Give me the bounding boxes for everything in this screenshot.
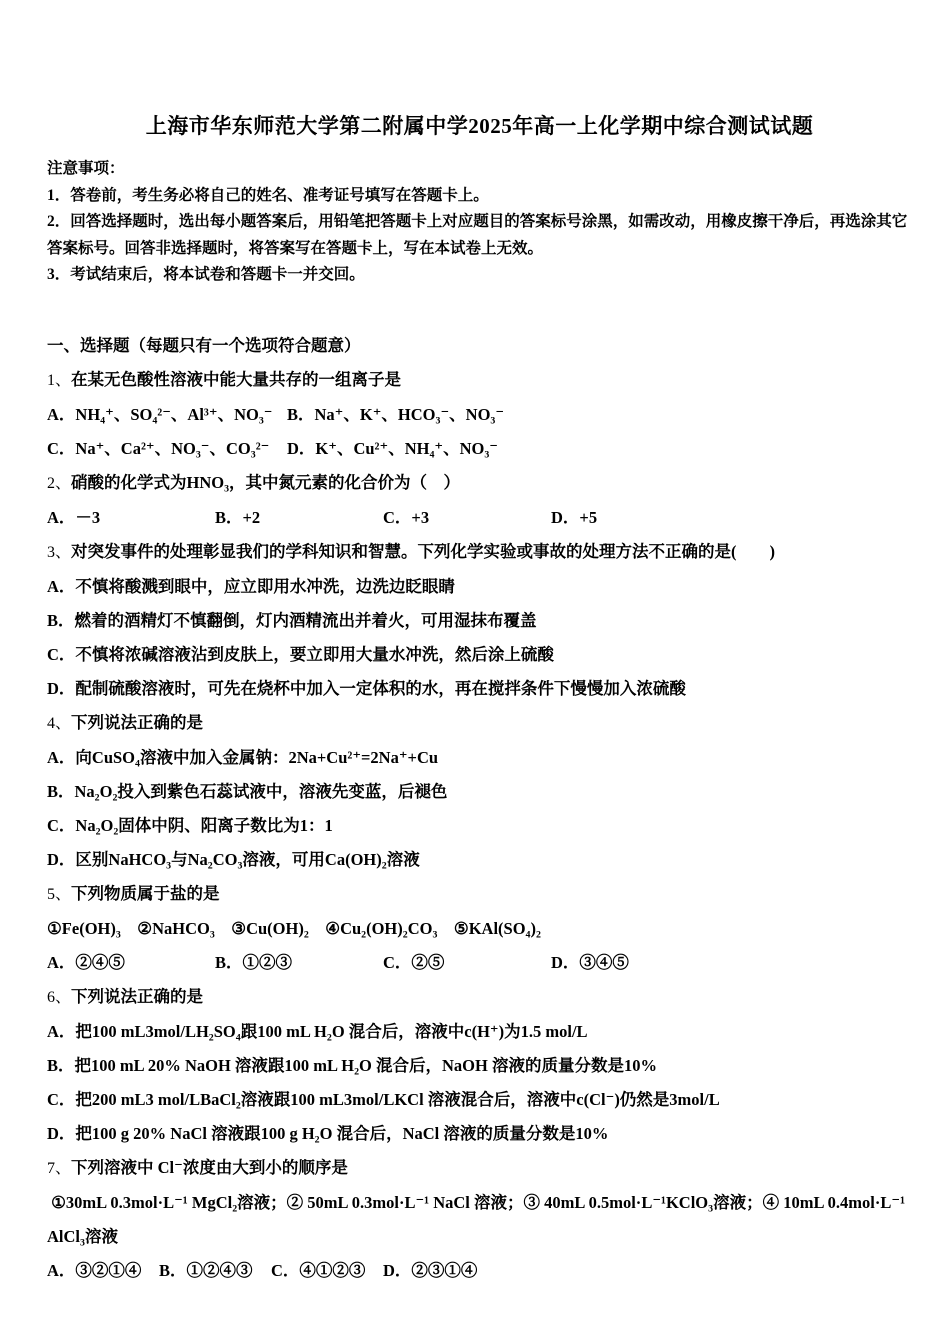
option-c: C．Na⁺、Ca²⁺、NO₃⁻、CO₃²⁻ xyxy=(47,438,270,458)
question-stem-text: 下列说法正确的是 xyxy=(71,986,204,1006)
question-stem-text: 在某无色酸性溶液中能大量共存的一组离子是 xyxy=(71,369,402,389)
question-6-option-a: A．把100 mL3mol/LH₂SO₄跟100 mL H₂O 混合后，溶液中c(H⁺)为1.5 mol/L xyxy=(47,1021,588,1041)
question-3-option-d: D．配制硫酸溶液时，可先在烧杯中加入一定体积的水，再在搅拌条件下慢慢加入浓硫酸 xyxy=(47,678,686,698)
option-a: A．NH₄⁺、SO₄²⁻、Al³⁺、NO₃⁻ xyxy=(47,404,273,424)
question-4-option-a: A．向CuSO₄溶液中加入金属钠：2Na+Cu²⁺=2Na⁺+Cu xyxy=(47,747,439,767)
question-number: 4、 xyxy=(47,714,72,732)
question-6-option-b: B．把100 mL 20% NaOH 溶液跟100 mL H₂O 混合后，NaOH 溶液的质量分数是10% xyxy=(47,1055,657,1075)
question-3-option-c: C．不慎将浓碱溶液沾到皮肤上，要立即用大量水冲洗，然后涂上硫酸 xyxy=(47,644,554,664)
question-1-options-row-2 xyxy=(47,432,912,466)
notice-item-3: 3．考试结束后，将本试卷和答题卡一并交回。 xyxy=(47,266,365,283)
question-7-options-row xyxy=(47,1254,912,1288)
question-6-option-c: C．把200 mL3 mol/LBaCl₂溶液跟100 mL3mol/LKCl 溶液混合后，溶液中c(Cl⁻)仍然是3mol/L xyxy=(47,1089,720,1109)
question-4-stem xyxy=(47,706,912,741)
question-1-stem xyxy=(47,363,912,398)
question-6-option-d: D．把100 g 20% NaCl 溶液跟100 g H₂O 混合后，NaCl 溶液的质量分数是10% xyxy=(47,1123,609,1143)
option-a: A．③②①④ xyxy=(47,1260,142,1280)
question-number: 3、 xyxy=(47,543,72,561)
question-3-option-b: B．燃着的酒精灯不慎翻倒，灯内酒精流出并着火，可用湿抹布覆盖 xyxy=(47,610,537,630)
option-c: C．②⑤ xyxy=(383,952,445,972)
option-d: D．②③①④ xyxy=(383,1260,478,1280)
question-7-items: ①30mL 0.3mol·L⁻¹ MgCl₂溶液；② 50mL 0.3mol·L⁻¹ NaCl 溶液；③ 40mL 0.5mol·L⁻¹KClO₃溶液；④ 10mL 0.4mol·L⁻¹ AlCl₃溶液 xyxy=(47,1192,909,1246)
option-b: B．①②③ xyxy=(215,952,293,972)
question-4-option-d: D．区别NaHCO₃与Na₂CO₃溶液，可用Ca(OH)₂溶液 xyxy=(47,849,420,869)
question-3-stem xyxy=(47,535,912,570)
option-b: B．①②④③ xyxy=(159,1260,253,1280)
question-3 xyxy=(47,535,912,706)
question-5-stem xyxy=(47,877,912,912)
question-1 xyxy=(47,363,912,466)
question-7-stem xyxy=(47,1151,912,1186)
question-stem-text: 对突发事件的处理彰显我们的学科知识和智慧。下列化学实验或事故的处理方法不正确的是( ) xyxy=(71,541,776,561)
notice-item-2: 2．回答选择题时，选出每小题答案后，用铅笔把答题卡上对应题目的答案标号涂黑，如需改动，用橡皮擦干净后，再选涂其它答案标号。回答非选择题时，将答案写在答题卡上，写在本试卷上无效。 xyxy=(47,213,908,257)
option-d: D．+5 xyxy=(551,507,598,527)
option-c: C．+3 xyxy=(383,507,430,527)
question-number: 2、 xyxy=(47,474,72,492)
question-4 xyxy=(47,706,912,877)
question-2-stem xyxy=(47,466,912,501)
section-heading: 一、选择题（每题只有一个选项符合题意） xyxy=(47,335,361,355)
question-stem-text: 下列溶液中 Cl⁻浓度由大到小的顺序是 xyxy=(71,1157,348,1177)
page-title: 上海市华东师范大学第二附属中学2025年高一上化学期中综合测试试题 xyxy=(145,114,814,138)
question-5-options-row xyxy=(47,946,912,980)
question-2-options-row xyxy=(47,501,912,535)
question-4-option-c: C．Na₂O₂固体中阴、阳离子数比为1：1 xyxy=(47,815,333,835)
question-number: 5、 xyxy=(47,885,72,903)
question-number: 7、 xyxy=(47,1159,72,1177)
question-7 xyxy=(47,1151,912,1288)
question-3-option-a: A．不慎将酸溅到眼中，应立即用水冲洗，边洗边眨眼睛 xyxy=(47,576,455,596)
question-5 xyxy=(47,877,912,980)
question-number: 1、 xyxy=(47,371,72,389)
option-a: A．②④⑤ xyxy=(47,952,125,972)
option-c: C．④①②③ xyxy=(271,1260,366,1280)
option-d: D．K⁺、Cu²⁺、NH₄⁺、NO₃⁻ xyxy=(287,438,499,458)
notice-item-1: 1．答卷前，考生务必将自己的姓名、准考证号填写在答题卡上。 xyxy=(47,186,489,204)
question-stem-text: 下列说法正确的是 xyxy=(71,712,204,732)
question-stem-text: 下列物质属于盐的是 xyxy=(71,883,220,903)
question-6-stem xyxy=(47,980,912,1015)
notice-heading: 注意事项： xyxy=(47,160,125,177)
option-b: B．+2 xyxy=(215,507,261,527)
question-1-options-row-1 xyxy=(47,398,912,432)
question-number: 6、 xyxy=(47,988,72,1006)
question-5-items: ①Fe(OH)₃ ②NaHCO₃ ③Cu(OH)₂ ④Cu₂(OH)₂CO₃ ⑤KAl(SO₄)₂ xyxy=(47,918,541,938)
notice-section xyxy=(47,156,912,289)
question-4-option-b: B．Na₂O₂投入到紫色石蕊试液中，溶液先变蓝，后褪色 xyxy=(47,781,448,801)
question-2 xyxy=(47,466,912,535)
option-a: A．－3 xyxy=(47,507,101,527)
question-6 xyxy=(47,980,912,1151)
question-stem-text: 硝酸的化学式为HNO₃，其中氮元素的化合价为（ ） xyxy=(71,472,461,492)
option-b: B．Na⁺、K⁺、HCO₃⁻、NO₃⁻ xyxy=(287,404,505,424)
option-d: D．③④⑤ xyxy=(551,952,629,972)
